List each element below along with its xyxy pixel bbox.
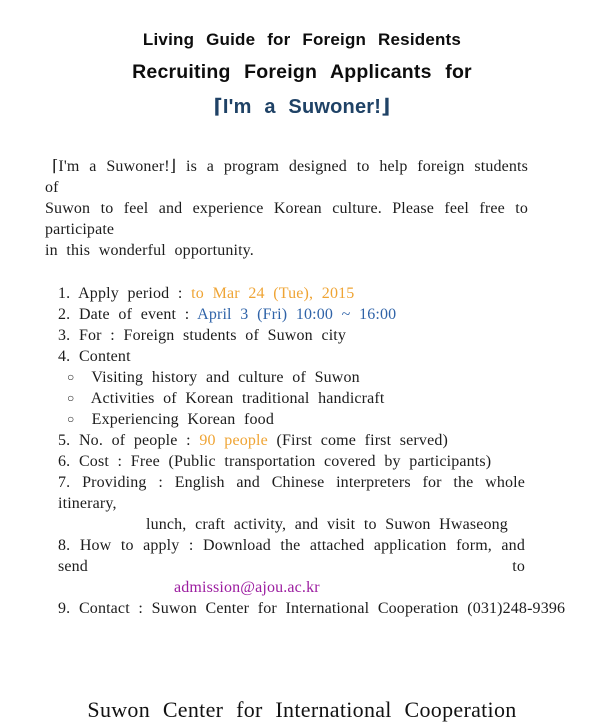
- item-text: For : Foreign students of Suwon city: [78, 327, 347, 344]
- circle-bullet-icon: ○: [67, 391, 75, 405]
- item-number: 6.: [58, 453, 71, 470]
- item-number: 1.: [58, 285, 71, 302]
- item-contact: [58, 598, 566, 619]
- intro-paragraph: [45, 156, 528, 261]
- bullet-text: Visiting history and culture of Suwon: [91, 369, 360, 386]
- info-list: [58, 283, 566, 619]
- item-text: How to apply : Download the attached application form, and send to: [58, 537, 525, 575]
- item-text: Content: [78, 348, 131, 365]
- item-label: Apply period :: [78, 285, 183, 302]
- content-bullet-3: [67, 409, 525, 430]
- bullet-text: Experiencing Korean food: [91, 411, 274, 428]
- item-number: 9.: [58, 600, 71, 617]
- item-number: 7.: [58, 474, 71, 491]
- content-bullet-1: [67, 367, 525, 388]
- event-date: April 3 (Fri) 10:00 ~ 16:00: [197, 306, 397, 323]
- people-count: 90 people: [199, 432, 268, 449]
- item-text: Providing : English and Chinese interpreters for the whole itinerary,: [58, 474, 525, 512]
- item-number: 5.: [58, 432, 71, 449]
- item-label: No. of people :: [78, 432, 191, 449]
- item-suffix: (First come first served): [276, 432, 448, 449]
- intro-line-3: in this wonderful opportunity.: [45, 242, 254, 259]
- intro-line-1: ⌈I'm a Suwoner!⌋ is a program designed to help foreign students of: [45, 158, 528, 196]
- item-how-to-apply: [58, 535, 525, 577]
- item-number: 4.: [58, 348, 71, 365]
- email-link[interactable]: admission@ajou.ac.kr: [174, 579, 320, 596]
- item-target: [58, 325, 525, 346]
- circle-bullet-icon: ○: [67, 370, 75, 384]
- item-apply-period: [58, 283, 525, 304]
- item-providing-continuation: lunch, craft activity, and visit to Suwon Hwaseong: [146, 516, 508, 533]
- item-people: [58, 430, 525, 451]
- circle-bullet-icon: ○: [67, 412, 75, 426]
- item-text: Cost : Free (Public transportation covered by participants): [78, 453, 492, 470]
- content-bullet-2: [67, 388, 525, 409]
- doc-title-line1: Living Guide for Foreign Residents: [142, 30, 462, 49]
- document-header: [0, 0, 604, 119]
- intro-line-2: Suwon to feel and experience Korean culture. Please feel free to participate: [45, 200, 528, 238]
- footer-org-name: Suwon Center for International Cooperation: [87, 697, 517, 722]
- email-line: [174, 577, 525, 598]
- item-content: [58, 346, 525, 367]
- doc-title-line2: Recruiting Foreign Applicants for: [132, 61, 472, 83]
- bullet-text: Activities of Korean traditional handicraft: [90, 390, 385, 407]
- item-cost: [58, 451, 525, 472]
- item-number: 3.: [58, 327, 71, 344]
- item-event-date: [58, 304, 525, 325]
- program-title: ⌈I'm a Suwoner!⌋: [213, 96, 391, 118]
- apply-deadline: to Mar 24 (Tue), 2015: [191, 285, 355, 302]
- item-number: 8.: [58, 537, 71, 554]
- item-providing: [58, 472, 525, 514]
- item-number: 2.: [58, 306, 71, 323]
- item-label: Date of event :: [78, 306, 190, 323]
- item-text: Contact : Suwon Center for International Cooperation (031)248-9396: [78, 600, 566, 617]
